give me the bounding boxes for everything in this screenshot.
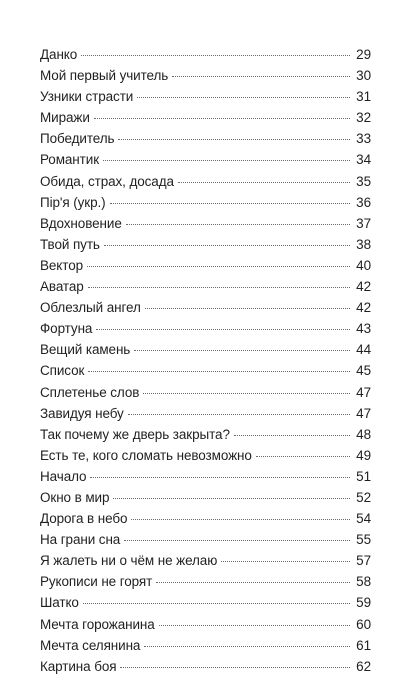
toc-entry-title: Я жалеть ни о чём не желаю [40,553,218,569]
dot-leader [124,540,350,541]
toc-entry-page-number: 30 [356,68,371,84]
toc-entry-title: Обида, страх, досада [40,173,174,189]
toc-entry [40,445,371,466]
toc-entry-page-number: 51 [356,468,371,484]
dot-leader [221,561,350,562]
toc-entry-title: Сплетенье слов [40,384,140,400]
dot-leader [96,329,350,330]
toc-entry-page-number: 31 [356,89,371,105]
toc-entry-title: Мечта горожанина [40,616,155,632]
toc-entry-page-number: 48 [356,426,371,442]
toc-entry-title: На грани сна [40,532,121,548]
toc-entry-page-number: 47 [356,405,371,421]
toc-entry [40,466,371,487]
toc-entry-page-number: 55 [356,532,371,548]
toc-entry [40,192,371,213]
toc-entry-title: Облезлый ангел [40,300,141,316]
toc-entry-page-number: 33 [356,131,371,147]
toc-entry-page-number: 29 [356,47,371,62]
dot-leader [144,646,350,647]
toc-entry-title: Аватар [40,279,84,295]
toc-entry-page-number: 61 [356,637,371,653]
dot-leader [110,203,351,204]
dot-leader [88,371,350,372]
toc-entry [40,487,371,508]
toc-entry-title: Вещий камень [40,342,131,358]
dot-leader [126,224,350,225]
toc-entry [40,276,371,297]
dot-leader [178,182,350,183]
toc-entry [40,635,371,656]
toc-entry [40,86,371,107]
toc-entry-title: Твой путь [40,236,100,252]
dot-leader [159,625,350,626]
toc-entry [40,529,371,550]
toc-entry [40,382,371,403]
toc-entry-page-number: 42 [356,279,371,295]
dot-leader [118,139,350,140]
toc-entry-title: Начало [40,468,87,484]
dot-leader [87,266,350,267]
dot-leader [131,519,350,520]
toc-entry-page-number: 43 [356,321,371,337]
toc-entry [40,128,371,149]
toc-entry-title: Вдохновение [40,215,122,231]
dot-leader [81,55,350,56]
toc-entry-title: Узники страсти [40,89,134,105]
toc-entry-title: Список [40,363,85,379]
toc-entry-title: Шатко [40,595,79,611]
dot-leader [143,393,350,394]
toc-entry [40,360,371,381]
toc-entry [40,318,371,339]
toc-entry-title: Дорога в небо [40,511,128,527]
toc-entry-title: Миражи [40,110,90,126]
toc-entry-page-number: 35 [356,173,371,189]
toc-entry [40,550,371,571]
dot-leader [113,498,350,499]
toc-entry [40,44,371,65]
dot-leader [104,245,350,246]
toc-entry-page-number: 32 [356,110,371,126]
toc-entry [40,571,371,592]
dot-leader [145,308,350,309]
toc-entry [40,403,371,424]
toc-entry [40,149,371,170]
toc-entry-title: Окно в мир [40,489,110,505]
dot-leader [156,582,350,583]
toc-entry-page-number: 57 [356,553,371,569]
toc-entry [40,255,371,276]
toc-entry [40,424,371,445]
dot-leader [256,456,350,457]
dot-leader [90,477,350,478]
toc-entry-page-number: 40 [356,257,371,273]
toc-entry-page-number: 49 [356,447,371,463]
dot-leader [103,160,350,161]
toc-entry-title: Мечта селянина [40,637,141,653]
toc-entry-title: Рукописи не горят [40,574,153,590]
toc-entry [40,107,371,128]
toc-entry-title: Романтик [40,152,99,168]
toc-entry-page-number: 58 [356,574,371,590]
toc-entry-page-number: 59 [356,595,371,611]
toc-entry-page-number: 44 [356,342,371,358]
toc-entry-title: Завидуя небу [40,405,124,421]
toc-entry [40,592,371,613]
toc-entry [40,234,371,255]
toc-entry [40,297,371,318]
dot-leader [134,350,350,351]
toc-entry [40,65,371,86]
table-of-contents [40,44,371,677]
dot-leader [94,118,350,119]
toc-entry-page-number: 38 [356,236,371,252]
dot-leader [88,287,350,288]
toc-entry-page-number: 34 [356,152,371,168]
toc-entry-page-number: 36 [356,194,371,210]
toc-entry [40,614,371,635]
toc-entry [40,339,371,360]
toc-entry-page-number: 47 [356,384,371,400]
toc-entry-page-number: 42 [356,300,371,316]
toc-entry-page-number: 60 [356,616,371,632]
toc-entry-page-number: 45 [356,363,371,379]
toc-entry [40,508,371,529]
dot-leader [234,435,350,436]
toc-entry-title: Данко [40,47,78,62]
dot-leader [137,97,350,98]
dot-leader [128,414,350,415]
toc-entry [40,656,371,677]
toc-entry-page-number: 54 [356,511,371,527]
toc-entry-title: Победитель [40,131,115,147]
dot-leader [120,667,350,668]
toc-entry-title: Так почему же дверь закрыта? [40,426,230,442]
toc-entry [40,213,371,234]
dot-leader [172,76,350,77]
dot-leader [83,603,350,604]
toc-entry-title: Пір'я (укр.) [40,194,106,210]
toc-entry-title: Вектор [40,257,84,273]
toc-entry-title: Картина боя [40,658,117,674]
toc-entry-page-number: 62 [356,658,371,674]
toc-entry-title: Мой первый учитель [40,68,169,84]
toc-entry-title: Есть те, кого сломать невозможно [40,447,252,463]
toc-entry-title: Фортуна [40,321,93,337]
toc-entry [40,171,371,192]
toc-entry-page-number: 52 [356,489,371,505]
toc-entry-page-number: 37 [356,215,371,231]
